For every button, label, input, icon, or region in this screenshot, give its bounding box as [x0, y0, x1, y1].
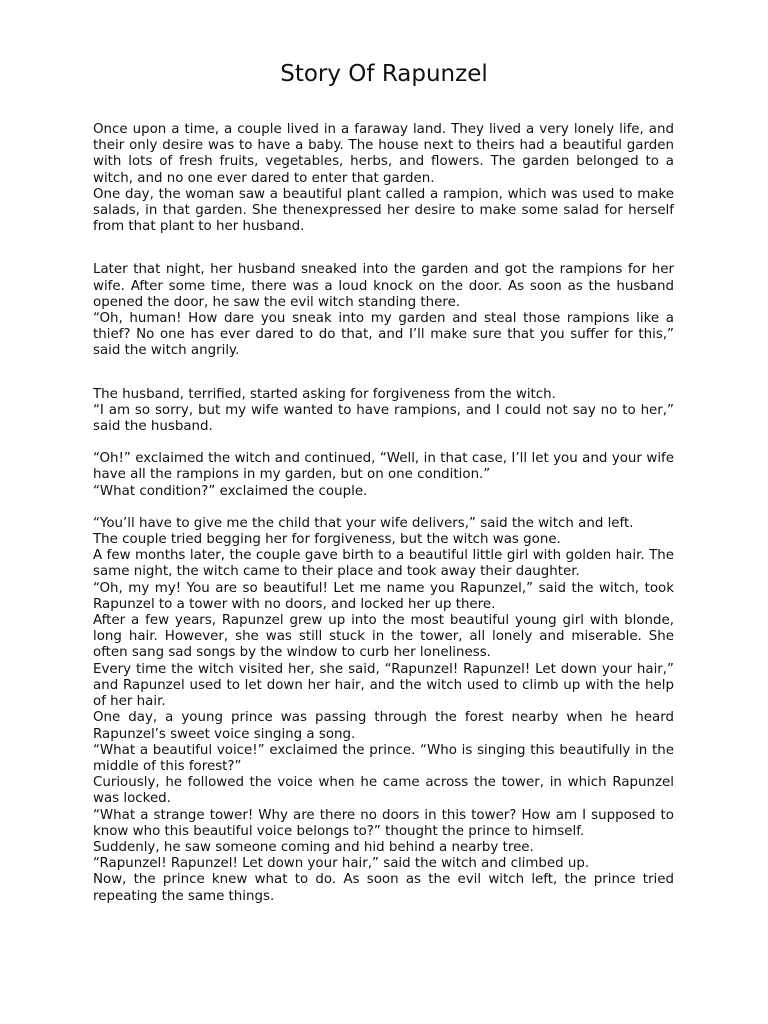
story-paragraph: “What condition?” exclaimed the couple. — [93, 483, 368, 499]
story-paragraph: The couple tried begging her for forgiveness, but the witch was gone. — [93, 532, 561, 548]
story-paragraph: Later that night, her husband sneaked into the garden and got the rampions for her wife. After some time, there was a loud knock on the door. As soon as the husband opened the door, he saw the evil witch standing there. — [93, 262, 674, 310]
story-paragraph: “Oh!” exclaimed the witch and continued, “Well, in that case, I’ll let you and your wife have all the rampions in my garden, but on one condition.” — [93, 451, 674, 483]
story-paragraph: “You’ll have to give me the child that your wife delivers,” said the witch and left. — [93, 515, 634, 531]
story-paragraph: “I am so sorry, but my wife wanted to have rampions, and I could not say no to her,” said the husband. — [93, 402, 674, 435]
document-title: Story Of Rapunzel — [280, 61, 488, 87]
story-body — [93, 122, 674, 905]
story-paragraph: “Rapunzel! Rapunzel! Let down your hair,” said the witch and climbed up. — [93, 856, 590, 872]
story-paragraph: One day, a young prince was passing through the forest nearby when he heard Rapunzel’s sweet voice singing a song. — [93, 710, 674, 742]
story-paragraph: One day, the woman saw a beautiful plant called a rampion, which was used to make salads, in that garden. She thenexpressed her desire to make some salad for herself from that plant to her husband. — [93, 186, 674, 235]
story-paragraph: Curiously, he followed the voice when he came across the tower, in which Rapunzel was locked. — [93, 775, 674, 807]
story-paragraph: “Oh, human! How dare you sneak into my garden and steal those rampions like a thief? No one has ever dared to do that, and I’ll make sure that you suffer for this,” said the witch angrily. — [93, 311, 674, 359]
story-paragraph: “What a beautiful voice!” exclaimed the prince. “Who is singing this beautifully in the middle of this forest?” — [93, 742, 674, 774]
story-paragraph: Suddenly, he saw someone coming and hid behind a nearby tree. — [93, 839, 534, 855]
story-paragraph: “What a strange tower! Why are there no doors in this tower? How am I supposed to know who this beautiful voice belongs to?” thought the prince to himself. — [93, 807, 674, 839]
story-paragraph: Now, the prince knew what to do. As soon as the evil witch left, the prince tried repeating the same things. — [93, 872, 674, 904]
story-paragraph: Every time the witch visited her, she said, “Rapunzel! Rapunzel! Let down your hair,” and Rapunzel used to let down her hair, and the witch used to climb up with the help of her hair. — [93, 661, 674, 710]
story-paragraph: Once upon a time, a couple lived in a faraway land. They lived a very lonely life, and their only desire was to have a baby. The house next to theirs had a beautiful garden with lots of fresh fruits, vegetables, herbs, and flowers. The garden belonged to a witch, and no one ever dared to enter that garden. — [93, 122, 674, 186]
story-paragraph: The husband, terrified, started asking for forgiveness from the witch. — [93, 386, 556, 402]
story-paragraph: “Oh, my my! You are so beautiful! Let me name you Rapunzel,” said the witch, took Rapunzel to a tower with no doors, and locked her up there. — [93, 580, 674, 612]
story-paragraph: A few months later, the couple gave birth to a beautiful little girl with golden hair. The same night, the witch came to their place and took away their daughter. — [93, 548, 674, 580]
story-paragraph: After a few years, Rapunzel grew up into the most beautiful young girl with blonde, long hair. However, she was still stuck in the tower, all lonely and miserable. She often sang sad songs by the window to curb her loneliness. — [93, 613, 674, 661]
